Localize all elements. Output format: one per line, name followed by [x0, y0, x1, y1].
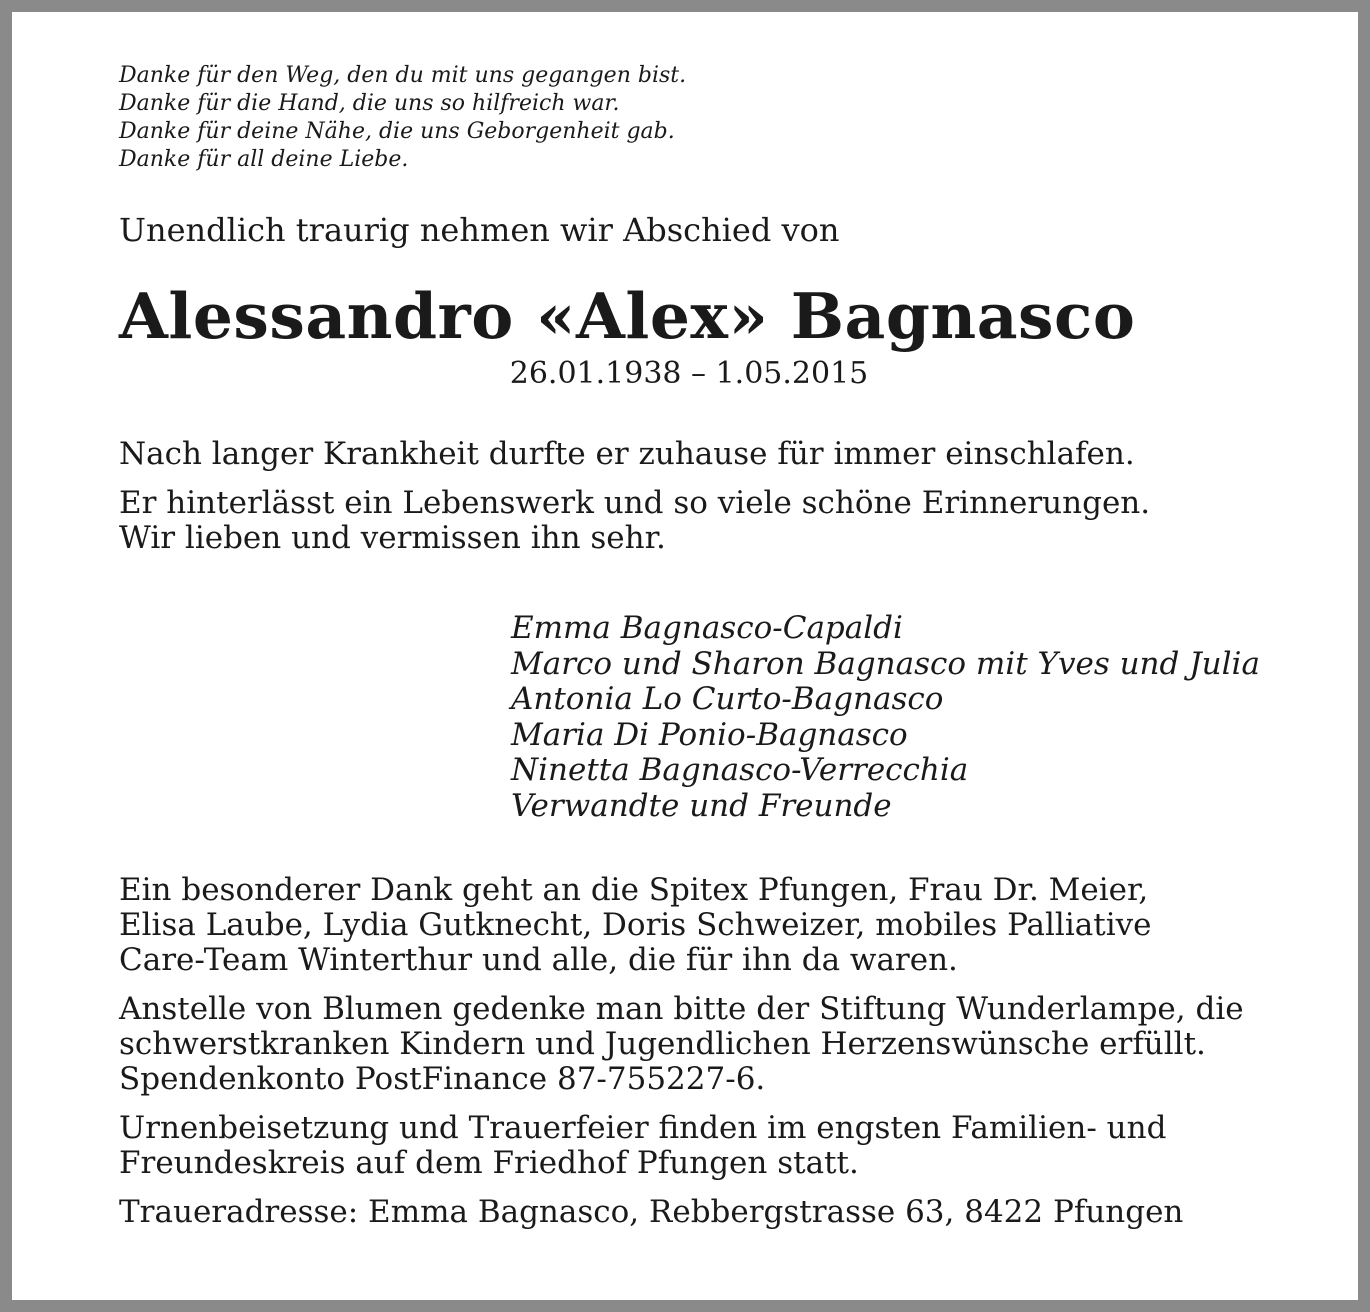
- donation-line: Spendenkonto PostFinance 87-755227-6.: [119, 1061, 766, 1097]
- ceremony-paragraph: [119, 1111, 1259, 1181]
- donation-line: schwerstkranken Kindern und Jugendlichen Herzenswünsche erfüllt.: [119, 1026, 1206, 1062]
- mourners-list: [511, 611, 1259, 824]
- motto-line: Danke für die Hand, die uns so hilfreich war.: [119, 91, 620, 116]
- motto-line: Danke für den Weg, den du mit uns gegangen bist.: [119, 63, 687, 88]
- life-dates: 26.01.1938 – 1.05.2015: [509, 356, 869, 391]
- thanks-line: Ein besonderer Dank geht an die Spitex Pfungen, Frau Dr. Meier,: [119, 872, 1149, 908]
- thanks-line: Elisa Laube, Lydia Gutknecht, Doris Schweizer, mobiles Palliative: [119, 907, 1152, 943]
- mourner-name: Marco und Sharon Bagnasco mit Yves und Julia: [511, 645, 1260, 682]
- mourner-name: Maria Di Ponio-Bagnasco: [511, 716, 908, 753]
- motto-line: Danke für all deine Liebe.: [119, 147, 409, 172]
- mourner-name: Ninetta Bagnasco-Verrecchia: [511, 752, 969, 788]
- thanks-line: Care-Team Winterthur und alle, die für ihn da waren.: [119, 942, 958, 978]
- mourner-name: Verwandte und Freunde: [511, 787, 892, 824]
- obituary-content: [119, 62, 1259, 1230]
- message-line-3: Wir lieben und vermissen ihn sehr.: [119, 520, 666, 556]
- message-line-2: Er hinterlässt ein Lebenswerk und so viele schöne Erinnerungen.: [119, 485, 1151, 521]
- thanks-paragraph: [119, 873, 1259, 978]
- donation-line: Anstelle von Blumen gedenke man bitte der Stiftung Wunderlampe, die: [119, 991, 1244, 1027]
- ceremony-line: Freundeskreis auf dem Friedhof Pfungen statt.: [119, 1145, 859, 1181]
- motto-line: Danke für deine Nähe, die uns Geborgenheit gab.: [119, 119, 675, 144]
- deceased-name: Alessandro «Alex» Bagnasco: [119, 279, 1136, 353]
- mourner-name: Antonia Lo Curto-Bagnasco: [511, 681, 944, 717]
- mourning-address: Traueradresse: Emma Bagnasco, Rebbergstrasse 63, 8422 Pfungen: [119, 1194, 1184, 1230]
- ceremony-line: Urnenbeisetzung und Trauerfeier finden im engsten Familien- und: [119, 1110, 1167, 1146]
- message-line-1: Nach langer Krankheit durfte er zuhause für immer einschlafen.: [119, 436, 1135, 472]
- motto-verse: [119, 62, 1259, 174]
- mourner-name: Emma Bagnasco-Capaldi: [511, 610, 903, 646]
- donation-paragraph: [119, 992, 1259, 1097]
- message-paragraph: [119, 486, 1259, 556]
- intro-text: Unendlich traurig nehmen wir Abschied von: [119, 211, 840, 249]
